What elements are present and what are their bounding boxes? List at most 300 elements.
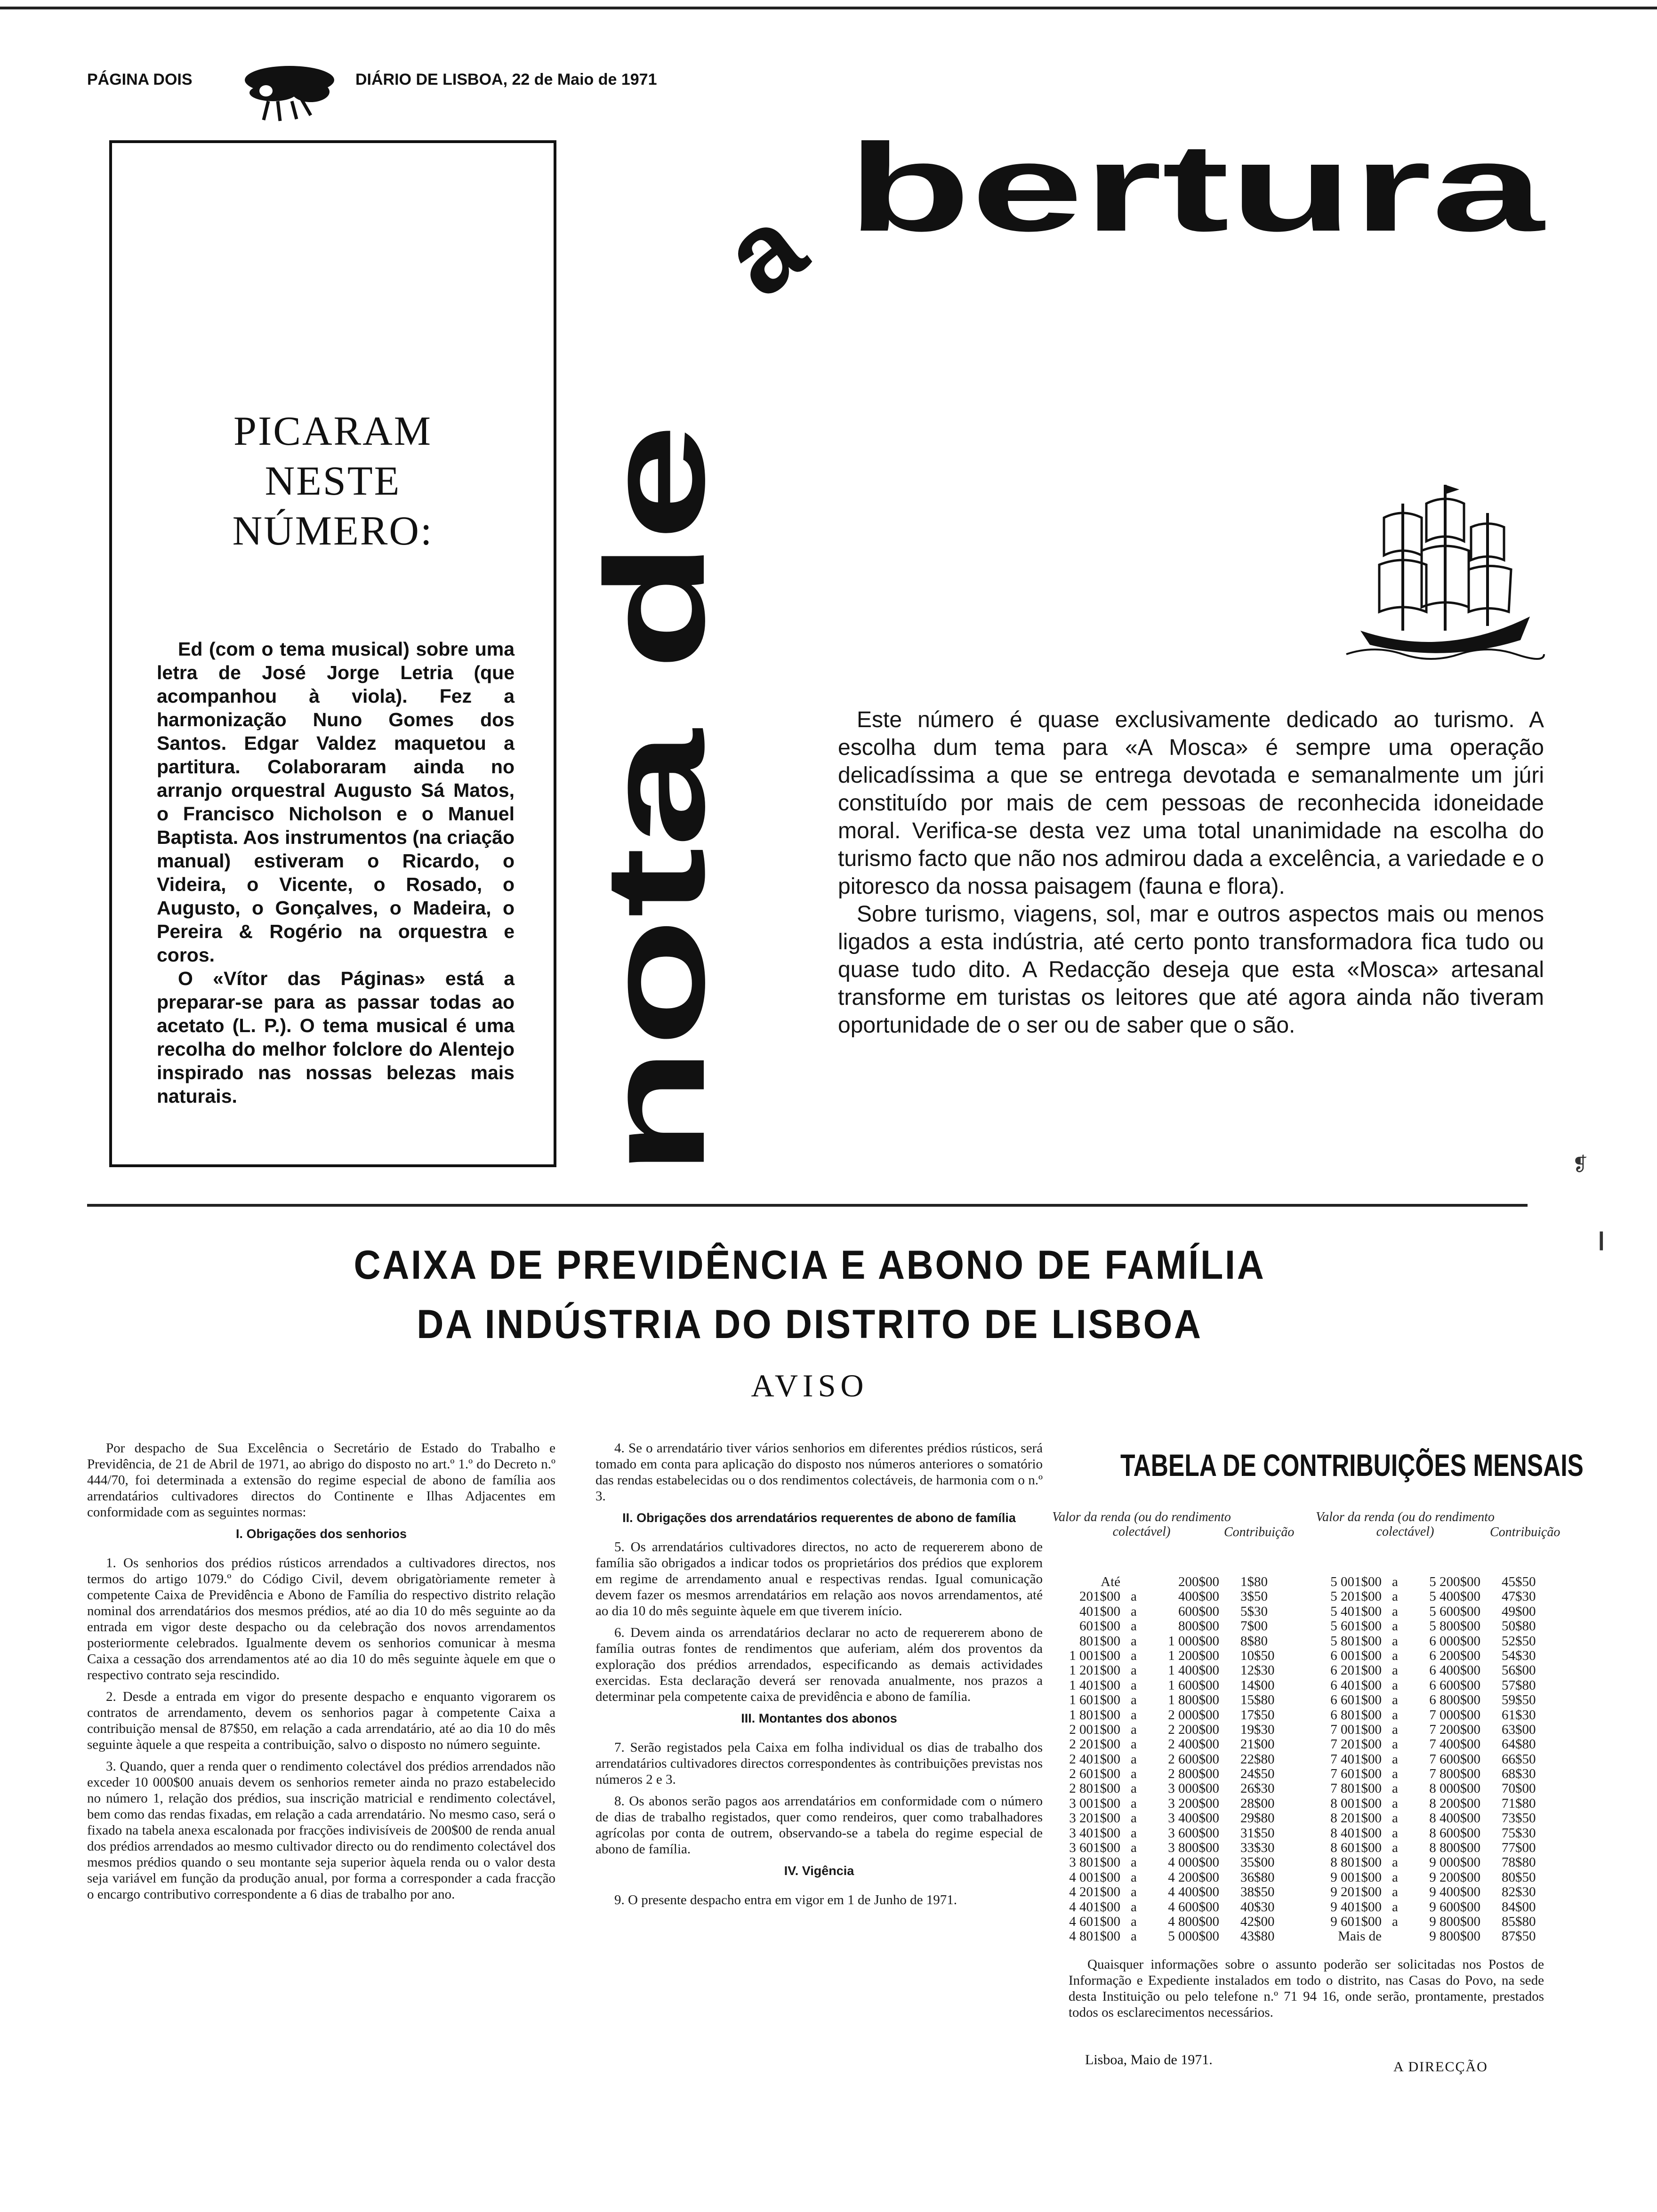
table-cell-contribution: 31$50 bbox=[1240, 1825, 1275, 1841]
table-cell-from: 8 001$00 bbox=[1330, 1795, 1382, 1811]
page-header bbox=[87, 71, 699, 99]
table-cell-sep: a bbox=[1131, 1677, 1137, 1693]
table-cell-to: 9 200$00 bbox=[1429, 1869, 1480, 1885]
table-cell-contribution: 12$30 bbox=[1240, 1663, 1275, 1678]
table-cell-to: 9 000$00 bbox=[1429, 1855, 1480, 1870]
table-cell-from: 2 001$00 bbox=[1069, 1722, 1120, 1737]
contributions-table-title: TABELA DE CONTRIBUIÇÕES MENSAIS bbox=[1120, 1448, 1584, 1483]
table-cell-to: 1 200$00 bbox=[1168, 1648, 1219, 1663]
table-cell-sep: a bbox=[1392, 1811, 1398, 1826]
table-cell-from: 4 801$00 bbox=[1069, 1929, 1120, 1944]
table-cell-contribution: 5$30 bbox=[1240, 1603, 1268, 1619]
notice-paragraph: 6. Devem ainda os arrendatários declarar no acto de requererem abono de família outras fontes de rendimentos que auferiam, além dos proventos da exploração dos prédios arrendados, especificando as demais actividades exercidas. Esta declaração deverá ser renovada anualmente, nos prazos a determinar pela competente caixa de previdência e abono de família. bbox=[595, 1625, 1043, 1704]
table-note bbox=[1069, 1956, 1544, 2020]
table-cell-contribution: 77$00 bbox=[1502, 1840, 1536, 1856]
table-cell-sep: a bbox=[1131, 1899, 1137, 1915]
table-cell-sep: a bbox=[1392, 1589, 1398, 1604]
table-cell-to: 6 400$00 bbox=[1429, 1663, 1480, 1678]
contributions-table-left bbox=[1054, 1575, 1290, 1944]
table-cell-contribution: 3$50 bbox=[1240, 1589, 1268, 1604]
table-cell-to: 2 200$00 bbox=[1168, 1722, 1219, 1737]
table-cell-contribution: 21$00 bbox=[1240, 1737, 1275, 1752]
table-cell-sep: a bbox=[1392, 1914, 1398, 1929]
box-title bbox=[112, 407, 554, 556]
table-header-contrib: Contribuição bbox=[1490, 1525, 1560, 1539]
table-cell-contribution: 15$80 bbox=[1240, 1692, 1275, 1708]
table-row bbox=[1054, 1604, 1290, 1619]
table-cell-to: 5 600$00 bbox=[1429, 1603, 1480, 1619]
notice-paragraph: 1. Os senhorios dos prédios rústicos arrendados a cultivadores directos, nos termos do artigo 1079.º do Código Civil, devem obrigatòriamente remeter à competente Caixa de Previdência e Abono de Família do respectivo distrito relação nominal dos arrendatários dos mesmos prédios, até ao dia 10 do mês seguinte ao da entrada em vigor deste despacho ou da celebração dos novos arrendamentos posteriormente celebrados. Igualmente devem os senhorios comunicar à mesma Caixa a cessação dos arrendamentos até ao dia 10 do mês seguinte àquele em que o respectivo contrato seja rescindido. bbox=[87, 1555, 555, 1683]
notice-section-heading: II. Obrigações dos arrendatários requerentes de abono de família bbox=[622, 1511, 1016, 1525]
table-row bbox=[1054, 1767, 1290, 1781]
table-cell-contribution: 8$80 bbox=[1240, 1633, 1268, 1649]
table-cell-from: 5 801$00 bbox=[1330, 1633, 1382, 1649]
table-cell-from: 8 801$00 bbox=[1330, 1855, 1382, 1870]
notice-section-heading: I. Obrigações dos senhorios bbox=[235, 1527, 407, 1541]
notice-title-line: CAIXA DE PREVIDÊNCIA E ABONO DE FAMÍLIA bbox=[354, 1242, 1266, 1288]
table-cell-sep: a bbox=[1131, 1633, 1137, 1649]
table-row bbox=[1316, 1826, 1551, 1841]
table-cell-contribution: 1$80 bbox=[1240, 1574, 1268, 1589]
table-cell-contribution: 61$30 bbox=[1502, 1707, 1536, 1723]
notice-title bbox=[65, 1235, 1555, 1354]
table-cell-sep: a bbox=[1392, 1737, 1398, 1752]
table-cell-sep: a bbox=[1392, 1766, 1398, 1782]
table-row bbox=[1054, 1723, 1290, 1737]
table-cell-to: 8 000$00 bbox=[1429, 1781, 1480, 1796]
contributors-box bbox=[109, 140, 556, 1167]
table-cell-from: 4 601$00 bbox=[1069, 1914, 1120, 1929]
table-cell-to: 4 200$00 bbox=[1168, 1869, 1219, 1885]
table-cell-contribution: 50$80 bbox=[1502, 1619, 1536, 1634]
table-cell-sep: a bbox=[1131, 1855, 1137, 1870]
table-cell-sep: a bbox=[1131, 1707, 1137, 1723]
margin-mark: ❙ bbox=[1593, 1229, 1609, 1250]
table-cell-from: 9 601$00 bbox=[1330, 1914, 1382, 1929]
table-cell-from: 6 001$00 bbox=[1330, 1648, 1382, 1663]
table-cell-from: 3 601$00 bbox=[1069, 1840, 1120, 1856]
table-cell-sep: a bbox=[1392, 1781, 1398, 1796]
table-cell-to: 6 800$00 bbox=[1429, 1692, 1480, 1708]
table-row bbox=[1054, 1929, 1290, 1944]
notice-column-2 bbox=[595, 1440, 1043, 1914]
box-paragraph: Ed (com o tema musical) sobre uma letra de José Jorge Letria (que acompanhou à viola). Fez a harmonização Nuno Gomes dos Santos. Edgar Valdez maquetou a partitura. Colaboraram ainda no arranjo orquestral Augusto Sá Matos, o Francisco Nicholson e o Manuel Baptista. Aos instrumentos (na criação manual) estiveram o Ricardo, o Videira, o Vicente, o Rosado, o Augusto, o Gonçalves, o Madeira, o Pereira & Rogério na orquestra e coros. bbox=[157, 638, 515, 966]
table-row bbox=[1054, 1781, 1290, 1796]
sailing-ship-icon bbox=[1346, 475, 1544, 668]
table-cell-to: 1 800$00 bbox=[1168, 1692, 1219, 1708]
table-row bbox=[1054, 1752, 1290, 1767]
table-cell-from: 9 201$00 bbox=[1330, 1884, 1382, 1900]
table-cell-sep: a bbox=[1131, 1737, 1137, 1752]
table-cell-from: 2 601$00 bbox=[1069, 1766, 1120, 1782]
section-divider bbox=[87, 1204, 1528, 1207]
table-row bbox=[1316, 1781, 1551, 1796]
table-row bbox=[1054, 1678, 1290, 1693]
notice-paragraph: Por despacho de Sua Excelência o Secretário de Estado do Trabalho e Previdência, de 21 de Abril de 1971, ao abrigo do disposto no art.º 1.º do Decreto n.º 444/70, foi determinada a extensão do regime especial de abono de família aos arrendatários cultivadores directos do Continente e Ilhas Adjacentes em conformidade com as seguintes normas: bbox=[87, 1441, 555, 1520]
contributions-table-right bbox=[1316, 1575, 1551, 1944]
table-cell-sep: a bbox=[1131, 1619, 1137, 1634]
table-cell-from: 2 801$00 bbox=[1069, 1781, 1120, 1796]
notice-column-1 bbox=[87, 1440, 555, 1908]
table-cell-to: 7 600$00 bbox=[1429, 1751, 1480, 1767]
table-row bbox=[1316, 1796, 1551, 1811]
table-cell-to: 5 400$00 bbox=[1429, 1589, 1480, 1604]
table-cell-sep: a bbox=[1131, 1840, 1137, 1856]
table-cell-from: 5 201$00 bbox=[1330, 1589, 1382, 1604]
table-row bbox=[1054, 1915, 1290, 1929]
table-row bbox=[1054, 1811, 1290, 1826]
table-cell-sep: a bbox=[1131, 1648, 1137, 1663]
notice-paragraph: 8. Os abonos serão pagos aos arrendatários em conformidade com o número de dias de trabalho registados, quer como rendeiros, quer como trabalhadores agrícolas por conta de outrem, observando-se a tabela do regime especial de abono de família. bbox=[595, 1794, 1043, 1857]
table-note-text: Quaisquer informações sobre o assunto poderão ser solicitadas nos Postos de Informação e Expediente instalados em todo o distrito, nas Casas do Povo, na sede desta Instituição ou pelo telefone n.º 71 94 16, onde serão, prontamente, prestados todos os esclarecimentos necessários. bbox=[1069, 1957, 1544, 2020]
table-cell-contribution: 43$80 bbox=[1240, 1929, 1275, 1944]
table-cell-to: 1 000$00 bbox=[1168, 1633, 1219, 1649]
table-row bbox=[1054, 1649, 1290, 1663]
table-cell-contribution: 24$50 bbox=[1240, 1766, 1275, 1782]
table-cell-from: 801$00 bbox=[1079, 1633, 1120, 1649]
table-row bbox=[1316, 1723, 1551, 1737]
table-cell-sep: a bbox=[1392, 1722, 1398, 1737]
table-cell-contribution: 29$80 bbox=[1240, 1811, 1275, 1826]
table-cell-from: 5 001$00 bbox=[1330, 1574, 1382, 1589]
table-cell-from: 7 001$00 bbox=[1330, 1722, 1382, 1737]
table-row bbox=[1054, 1619, 1290, 1634]
table-row bbox=[1316, 1678, 1551, 1693]
table-cell-contribution: 26$30 bbox=[1240, 1781, 1275, 1796]
notice-subtitle: AVISO bbox=[751, 1368, 869, 1403]
table-cell-contribution: 57$80 bbox=[1502, 1677, 1536, 1693]
intro-paragraph: Sobre turismo, viagens, sol, mar e outros aspectos mais ou menos ligados a esta indústria, até certo ponto transformadora fica tudo ou quase tudo dito. A Redacção deseja que esta «Mosca» artesanal transforme em turistas os leitores que até agora ainda não tiveram oportunidade de o ser ou de saber que o são. bbox=[838, 902, 1544, 1038]
table-row bbox=[1054, 1634, 1290, 1649]
table-cell-to: 3 800$00 bbox=[1168, 1840, 1219, 1856]
table-cell-to: 8 400$00 bbox=[1429, 1811, 1480, 1826]
table-row bbox=[1316, 1737, 1551, 1752]
table-cell-from: 1 601$00 bbox=[1069, 1692, 1120, 1708]
table-row bbox=[1316, 1589, 1551, 1604]
table-row bbox=[1316, 1900, 1551, 1915]
table-cell-from: 6 801$00 bbox=[1330, 1707, 1382, 1723]
table-cell-sep: a bbox=[1392, 1751, 1398, 1767]
notice-paragraph: 7. Serão registados pela Caixa em folha individual os dias de trabalho dos arrendatários cultivadores directos correspondentes às contribuições previstas nos números 2 e 3. bbox=[595, 1740, 1043, 1787]
table-cell-to: 5 200$00 bbox=[1429, 1574, 1480, 1589]
notice-title-line: DA INDÚSTRIA DO DISTRITO DE LISBOA bbox=[417, 1302, 1203, 1347]
table-row bbox=[1316, 1841, 1551, 1855]
table-cell-contribution: 70$00 bbox=[1502, 1781, 1536, 1796]
table-cell-to: 9 400$00 bbox=[1429, 1884, 1480, 1900]
table-cell-to: 7 400$00 bbox=[1429, 1737, 1480, 1752]
table-cell-sep: a bbox=[1131, 1603, 1137, 1619]
table-cell-to: 6 000$00 bbox=[1429, 1633, 1480, 1649]
table-cell-contribution: 54$30 bbox=[1502, 1648, 1536, 1663]
table-cell-sep: a bbox=[1131, 1781, 1137, 1796]
table-cell-to: 9 800$00 bbox=[1429, 1914, 1480, 1929]
box-paragraph: O «Vítor das Páginas» está a preparar-se para as passar todas ao acetato (L. P.). O tema musical é uma recolha do melhor folclore do Alentejo inspirado nas nossas belezas mais naturais. bbox=[157, 968, 515, 1107]
page-label: PÁGINA DOIS bbox=[87, 71, 193, 88]
table-cell-sep: a bbox=[1131, 1722, 1137, 1737]
table-cell-to: 4 400$00 bbox=[1168, 1884, 1219, 1900]
table-cell-to: 800$00 bbox=[1178, 1619, 1219, 1634]
table-cell-contribution: 40$30 bbox=[1240, 1899, 1275, 1915]
table-row bbox=[1316, 1811, 1551, 1826]
notice-paragraph: 3. Quando, quer a renda quer o rendimento colectável dos prédios arrendados não exceder 10 000$00 anuais devem os senhorios remeter ainda no prazo estabelecido no número 1, relação dos prédios, sua inscrição matricial e rendimento colectável, bem como das rendas fixadas, em relação a cada arrendatário. No mesmo caso, será o fixado na tabela anexa escalonada por fracções indivisíveis de 200$00 de renda anual dos prédios arrendados ao mesmo cultivador directo ou do rendimento colectável dos mesmos prédios quando o seu montante seja superior àquela renda ou o valor desta seja variável em função da produção anual, por forma a corresponder a cada fracção o encargo contributivo correspondente a 6 dias de trabalho por ano. bbox=[87, 1759, 555, 1902]
table-row bbox=[1316, 1752, 1551, 1767]
table-cell-contribution: 28$00 bbox=[1240, 1795, 1275, 1811]
table-cell-sep: a bbox=[1392, 1603, 1398, 1619]
table-row bbox=[1054, 1855, 1290, 1870]
table-cell-from: 8 401$00 bbox=[1330, 1825, 1382, 1841]
table-cell-contribution: 42$00 bbox=[1240, 1914, 1275, 1929]
table-cell-from: 9 001$00 bbox=[1330, 1869, 1382, 1885]
table-cell-sep: a bbox=[1131, 1884, 1137, 1900]
table-header-renda: Valor da renda (ou do rendimento colectável) bbox=[1316, 1510, 1495, 1539]
table-cell-to: 5 800$00 bbox=[1429, 1619, 1480, 1634]
table-cell-contribution: 82$30 bbox=[1502, 1884, 1536, 1900]
table-cell-from: 7 801$00 bbox=[1330, 1781, 1382, 1796]
table-cell-from: 3 201$00 bbox=[1069, 1811, 1120, 1826]
table-cell-contribution: 38$50 bbox=[1240, 1884, 1275, 1900]
table-row bbox=[1316, 1575, 1551, 1589]
table-cell-from: Mais de bbox=[1338, 1929, 1382, 1944]
box-text bbox=[157, 637, 515, 1108]
table-cell-to: 2 600$00 bbox=[1168, 1751, 1219, 1767]
table-row bbox=[1316, 1693, 1551, 1707]
table-cell-sep: a bbox=[1392, 1825, 1398, 1841]
table-cell-from: Até bbox=[1101, 1574, 1120, 1589]
table-row bbox=[1054, 1870, 1290, 1885]
table-cell-to: 3 200$00 bbox=[1168, 1795, 1219, 1811]
table-cell-sep: a bbox=[1392, 1795, 1398, 1811]
abertura-headline bbox=[700, 118, 1553, 325]
table-cell-from: 1 201$00 bbox=[1069, 1663, 1120, 1678]
table-cell-contribution: 33$30 bbox=[1240, 1840, 1275, 1856]
table-cell-contribution: 36$80 bbox=[1240, 1869, 1275, 1885]
abertura-first-letter: a bbox=[700, 182, 827, 321]
table-cell-contribution: 47$30 bbox=[1502, 1589, 1536, 1604]
table-cell-contribution: 22$80 bbox=[1240, 1751, 1275, 1767]
table-cell-from: 8 201$00 bbox=[1330, 1811, 1382, 1826]
table-cell-sep: a bbox=[1392, 1899, 1398, 1915]
table-cell-to: 2 800$00 bbox=[1168, 1766, 1219, 1782]
table-row bbox=[1316, 1663, 1551, 1678]
table-cell-from: 4 201$00 bbox=[1069, 1884, 1120, 1900]
table-cell-sep: a bbox=[1131, 1589, 1137, 1604]
notice-section-heading: IV. Vigência bbox=[784, 1864, 854, 1878]
table-cell-to: 7 000$00 bbox=[1429, 1707, 1480, 1723]
table-cell-to: 6 200$00 bbox=[1429, 1648, 1480, 1663]
table-cell-sep: a bbox=[1392, 1648, 1398, 1663]
table-cell-to: 1 600$00 bbox=[1168, 1677, 1219, 1693]
box-title-line: NÚMERO: bbox=[232, 508, 434, 554]
table-cell-from: 7 201$00 bbox=[1330, 1737, 1382, 1752]
table-header-renda: Valor da renda (ou do rendimento colectável) bbox=[1052, 1510, 1231, 1539]
table-cell-to: 6 600$00 bbox=[1429, 1677, 1480, 1693]
table-row bbox=[1316, 1915, 1551, 1929]
table-cell-sep: a bbox=[1131, 1811, 1137, 1826]
table-row bbox=[1316, 1885, 1551, 1899]
table-cell-to: 400$00 bbox=[1178, 1589, 1219, 1604]
table-cell-contribution: 73$50 bbox=[1502, 1811, 1536, 1826]
table-row bbox=[1054, 1841, 1290, 1855]
table-cell-to: 3 400$00 bbox=[1168, 1811, 1219, 1826]
table-cell-from: 3 401$00 bbox=[1069, 1825, 1120, 1841]
table-cell-contribution: 52$50 bbox=[1502, 1633, 1536, 1649]
table-row bbox=[1054, 1885, 1290, 1899]
editorial-intro bbox=[838, 706, 1544, 1039]
table-cell-to: 2 400$00 bbox=[1168, 1737, 1219, 1752]
table-cell-sep: a bbox=[1392, 1619, 1398, 1634]
table-cell-from: 4 401$00 bbox=[1069, 1899, 1120, 1915]
notice-section-heading: III. Montantes dos abonos bbox=[741, 1711, 897, 1725]
table-cell-contribution: 14$00 bbox=[1240, 1677, 1275, 1693]
table-cell-contribution: 78$80 bbox=[1502, 1855, 1536, 1870]
table-cell-contribution: 49$00 bbox=[1502, 1603, 1536, 1619]
table-cell-contribution: 66$50 bbox=[1502, 1751, 1536, 1767]
table-cell-sep: a bbox=[1131, 1825, 1137, 1841]
publication-date: DIÁRIO DE LISBOA, 22 de Maio de 1971 bbox=[355, 71, 657, 88]
table-cell-contribution: 64$80 bbox=[1502, 1737, 1536, 1752]
table-cell-from: 3 001$00 bbox=[1069, 1795, 1120, 1811]
table-cell-contribution: 85$80 bbox=[1502, 1914, 1536, 1929]
fly-logo-icon bbox=[240, 64, 339, 129]
table-cell-sep: a bbox=[1392, 1677, 1398, 1693]
table-cell-to: 1 400$00 bbox=[1168, 1663, 1219, 1678]
table-row bbox=[1054, 1708, 1290, 1723]
table-cell-contribution: 59$50 bbox=[1502, 1692, 1536, 1708]
table-row bbox=[1054, 1796, 1290, 1811]
table-cell-contribution: 68$30 bbox=[1502, 1766, 1536, 1782]
table-cell-to: 8 200$00 bbox=[1429, 1795, 1480, 1811]
table-cell-to: 8 800$00 bbox=[1429, 1840, 1480, 1856]
table-cell-to: 8 600$00 bbox=[1429, 1825, 1480, 1841]
table-cell-to: 7 800$00 bbox=[1429, 1766, 1480, 1782]
table-cell-contribution: 56$00 bbox=[1502, 1663, 1536, 1678]
table-cell-sep: a bbox=[1392, 1707, 1398, 1723]
table-cell-from: 3 801$00 bbox=[1069, 1855, 1120, 1870]
table-cell-contribution: 19$30 bbox=[1240, 1722, 1275, 1737]
table-cell-from: 5 601$00 bbox=[1330, 1619, 1382, 1634]
notice-paragraph: 5. Os arrendatários cultivadores directos, no acto de requererem abono de família são obrigados a indicar todos os proprietários dos prédios que explorem em regime de arrendamento anual e respectivas rendas. Igual comunicação devem fazer os mesmos arrendatários em relação aos novos arrendamentos, até ao dia 10 do mês seguinte àquele em que tiverem início. bbox=[595, 1539, 1043, 1619]
notice-paragraph: 2. Desde a entrada em vigor do presente despacho e enquanto vigorarem os contratos de arrendamento, devem os senhorios pagar à competente Caixa a contribuição mensal de 87$50, em relação a cada arrendatário, até ao dia 10 do mês seguinte àquele a que respeita a contribuição, salvo o disposto no número seguinte. bbox=[87, 1689, 555, 1752]
table-cell-from: 601$00 bbox=[1079, 1619, 1120, 1634]
nota-de-headline bbox=[576, 405, 734, 1186]
table-cell-contribution: 35$00 bbox=[1240, 1855, 1275, 1870]
table-cell-sep: a bbox=[1392, 1884, 1398, 1900]
table-cell-from: 8 601$00 bbox=[1330, 1840, 1382, 1856]
table-cell-sep: a bbox=[1392, 1574, 1398, 1589]
table-cell-sep: a bbox=[1131, 1692, 1137, 1708]
table-cell-to: 5 000$00 bbox=[1168, 1929, 1219, 1944]
table-cell-from: 7 601$00 bbox=[1330, 1766, 1382, 1782]
table-header-contrib: Contribuição bbox=[1224, 1525, 1295, 1539]
table-cell-from: 6 401$00 bbox=[1330, 1677, 1382, 1693]
place-date: Lisboa, Maio de 1971. bbox=[1085, 2052, 1213, 2068]
table-cell-sep: a bbox=[1131, 1914, 1137, 1929]
table-cell-from: 2 401$00 bbox=[1069, 1751, 1120, 1767]
table-cell-sep: a bbox=[1392, 1855, 1398, 1870]
table-cell-sep: a bbox=[1131, 1869, 1137, 1885]
table-cell-to: 3 000$00 bbox=[1168, 1781, 1219, 1796]
table-cell-sep: a bbox=[1131, 1795, 1137, 1811]
table-cell-sep: a bbox=[1392, 1692, 1398, 1708]
table-row bbox=[1054, 1663, 1290, 1678]
table-cell-contribution: 75$30 bbox=[1502, 1825, 1536, 1841]
table-cell-sep: a bbox=[1131, 1766, 1137, 1782]
table-cell-from: 201$00 bbox=[1079, 1589, 1120, 1604]
table-cell-sep: a bbox=[1392, 1633, 1398, 1649]
table-row bbox=[1316, 1929, 1551, 1944]
table-cell-to: 2 000$00 bbox=[1168, 1707, 1219, 1723]
table-cell-from: 1 001$00 bbox=[1069, 1648, 1120, 1663]
table-cell-contribution: 45$50 bbox=[1502, 1574, 1536, 1589]
table-row bbox=[1316, 1767, 1551, 1781]
table-cell-from: 6 201$00 bbox=[1330, 1663, 1382, 1678]
table-cell-from: 1 801$00 bbox=[1069, 1707, 1120, 1723]
table-cell-contribution: 17$50 bbox=[1240, 1707, 1275, 1723]
table-row bbox=[1316, 1855, 1551, 1870]
table-cell-from: 401$00 bbox=[1079, 1603, 1120, 1619]
table-row bbox=[1054, 1575, 1290, 1589]
table-cell-to: 9 600$00 bbox=[1429, 1899, 1480, 1915]
table-cell-to: 3 600$00 bbox=[1168, 1825, 1219, 1841]
table-cell-sep: a bbox=[1131, 1751, 1137, 1767]
table-cell-from: 4 001$00 bbox=[1069, 1869, 1120, 1885]
table-cell-sep: a bbox=[1131, 1663, 1137, 1678]
table-row bbox=[1054, 1826, 1290, 1841]
top-rule bbox=[0, 7, 1657, 9]
table-cell-from: 9 401$00 bbox=[1330, 1899, 1382, 1915]
table-row bbox=[1316, 1870, 1551, 1885]
table-cell-to: 4 600$00 bbox=[1168, 1899, 1219, 1915]
table-cell-contribution: 10$50 bbox=[1240, 1648, 1275, 1663]
table-cell-contribution: 7$00 bbox=[1240, 1619, 1268, 1634]
table-cell-sep: a bbox=[1392, 1663, 1398, 1678]
table-cell-from: 2 201$00 bbox=[1069, 1737, 1120, 1752]
table-row bbox=[1316, 1619, 1551, 1634]
table-row bbox=[1316, 1708, 1551, 1723]
box-title-line: PICARAM bbox=[233, 409, 432, 454]
abertura-word: bertura bbox=[847, 118, 1545, 257]
table-cell-sep: a bbox=[1392, 1840, 1398, 1856]
table-cell-contribution: 84$00 bbox=[1502, 1899, 1536, 1915]
table-cell-contribution: 80$50 bbox=[1502, 1869, 1536, 1885]
intro-paragraph: Este número é quase exclusivamente dedicado ao turismo. A escolha dum tema para «A Mosca» é sempre uma operação delicadíssima a que se entrega devotada e semanalmente um júri constituído por mais de cem pessoas de reconhecida idoneidade moral. Verifica-se desta vez uma total unanimidade na escolha do turismo facto que não nos admirou dada a excelência, a variedade e o pitoresco da nossa paisagem (fauna e flora). bbox=[838, 707, 1544, 899]
margin-mark: ❡ bbox=[1572, 1154, 1588, 1175]
table-cell-from: 7 401$00 bbox=[1330, 1751, 1382, 1767]
table-cell-to: 4 800$00 bbox=[1168, 1914, 1219, 1929]
nota-de-word: nota de bbox=[576, 674, 734, 1177]
table-cell-contribution: 87$50 bbox=[1502, 1929, 1536, 1944]
table-cell-to: 600$00 bbox=[1178, 1603, 1219, 1619]
table-row bbox=[1054, 1589, 1290, 1604]
table-cell-to: 7 200$00 bbox=[1429, 1722, 1480, 1737]
box-title-line: NESTE bbox=[265, 458, 401, 504]
table-cell-from: 5 401$00 bbox=[1330, 1603, 1382, 1619]
table-row bbox=[1054, 1900, 1290, 1915]
table-cell-from: 6 601$00 bbox=[1330, 1692, 1382, 1708]
table-row bbox=[1316, 1634, 1551, 1649]
table-cell-sep: a bbox=[1131, 1929, 1137, 1944]
table-row bbox=[1316, 1604, 1551, 1619]
table-cell-contribution: 71$80 bbox=[1502, 1795, 1536, 1811]
table-cell-from: 1 401$00 bbox=[1069, 1677, 1120, 1693]
signature: A DIRECÇÃO bbox=[1393, 2059, 1488, 2075]
table-cell-sep: a bbox=[1392, 1869, 1398, 1885]
table-row bbox=[1054, 1693, 1290, 1707]
table-cell-to: 9 800$00 bbox=[1429, 1929, 1480, 1944]
table-row bbox=[1054, 1737, 1290, 1752]
notice-paragraph: 4. Se o arrendatário tiver vários senhorios em diferentes prédios rústicos, será tomado em conta para aplicação do disposto nos números anteriores o somatório das rendas estabelecidas ou o dos rendimentos colectáveis, de harmonia com o n.º 3. bbox=[595, 1441, 1043, 1504]
notice-paragraph: 9. O presente despacho entra em vigor em 1 de Junho de 1971. bbox=[614, 1892, 957, 1907]
